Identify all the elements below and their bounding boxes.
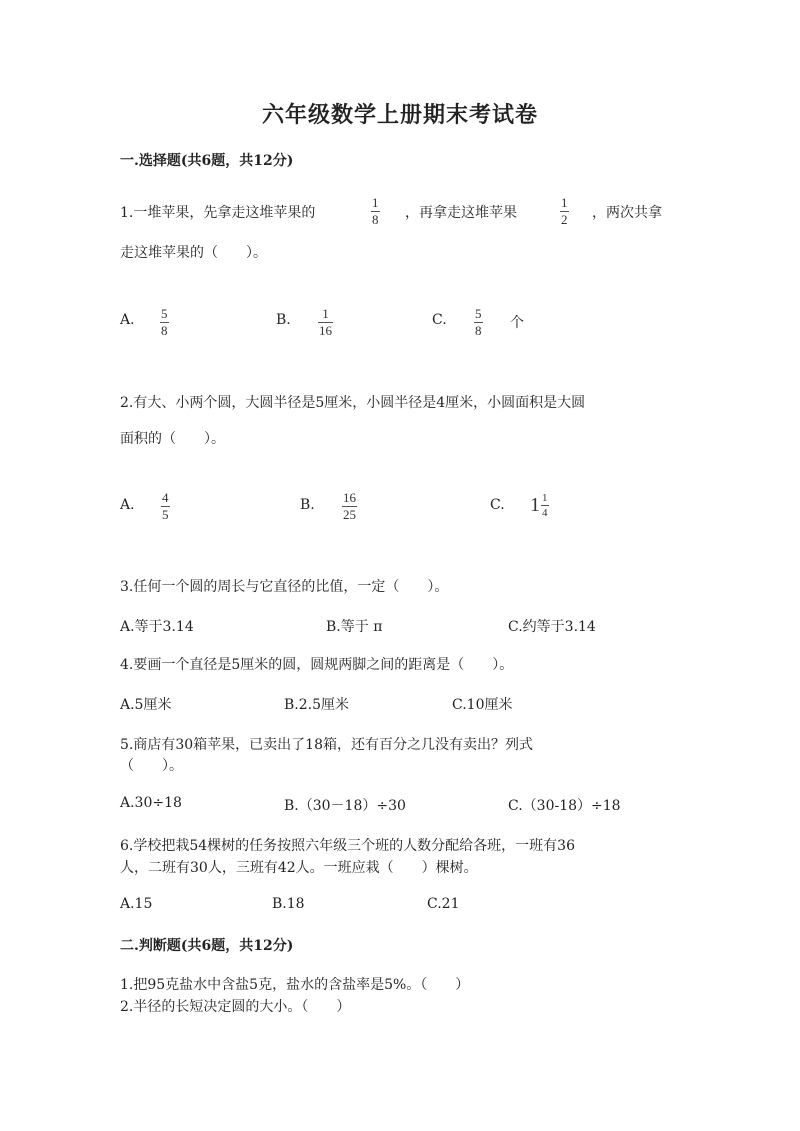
option-fraction: [161, 491, 170, 522]
option-label: A.: [120, 497, 135, 513]
fraction-denominator: 25: [343, 507, 356, 522]
q4-option-b[interactable]: B.2.5厘米: [284, 697, 350, 713]
q6-option-c[interactable]: C.21: [427, 896, 460, 912]
q2-text-line2: 面积的（ ）。: [120, 431, 225, 447]
q1-text-b: ，再拿走这堆苹果: [405, 205, 517, 221]
fraction-numerator: 1: [372, 195, 379, 210]
fraction-denominator: 16: [319, 323, 332, 338]
q6-option-a[interactable]: A.15: [120, 896, 153, 912]
q6-text-line1: 6.学校把栽54棵树的任务按照六年级三个班的人数分配给各班，一班有36: [120, 838, 575, 854]
option-fraction: [541, 492, 549, 519]
option-fraction: [342, 491, 357, 522]
q1-fraction-one-half: [560, 196, 569, 227]
q6-option-b[interactable]: B.18: [272, 896, 305, 912]
option-fraction: [160, 307, 169, 338]
q1-fraction-one-eighth: [371, 196, 380, 227]
q5-option-a[interactable]: A.30÷18: [120, 795, 182, 811]
q4-option-c[interactable]: C.10厘米: [452, 697, 513, 713]
option-fraction: [474, 307, 483, 338]
fraction-numerator: 16: [343, 490, 356, 505]
fraction-numerator: 1: [322, 306, 329, 321]
q5-text-line1: 5.商店有30箱苹果，已卖出了18箱，还有百分之几没有卖出？列式: [120, 737, 533, 753]
fraction-numerator: 1: [542, 492, 548, 504]
fraction-denominator: 5: [162, 507, 169, 522]
option-label: C.: [432, 312, 447, 328]
q3-option-a[interactable]: A.等于3.14: [120, 619, 194, 635]
section-1-heading: 一.选择题(共6题，共12分): [120, 153, 294, 169]
option-label: B.: [300, 497, 315, 513]
fraction-bar: [541, 505, 549, 506]
option-fraction: [318, 307, 333, 338]
fraction-numerator: 4: [162, 490, 169, 505]
option-label: C.: [490, 497, 505, 513]
option-label: A.: [120, 312, 135, 328]
mixed-whole: 1: [530, 494, 540, 516]
judge-question-2: 2.半径的长短决定圆的大小。（ ）: [120, 999, 351, 1015]
fraction-denominator: 8: [372, 212, 379, 227]
q5-option-b[interactable]: B.（30－18）÷30: [284, 798, 406, 814]
q3-text-line1: 3.任何一个圆的周长与它直径的比值，一定（ ）。: [120, 579, 449, 595]
fraction-denominator: 8: [475, 323, 482, 338]
q5-option-c[interactable]: C.（30-18）÷18: [508, 798, 621, 814]
q1-text-a: 1.一堆苹果，先拿走这堆苹果的: [120, 205, 316, 221]
q1-text-c: ，两次共拿: [592, 205, 662, 221]
page-title: 六年级数学上册期末考试卷: [261, 102, 538, 128]
fraction-denominator: 4: [542, 507, 548, 519]
q4-text-line1: 4.要画一个直径是5厘米的圆，圆规两脚之间的距离是（ ）。: [120, 657, 514, 673]
q2-text-line1: 2.有大、小两个圆，大圆半径是5厘米，小圆半径是4厘米，小圆面积是大圆: [120, 395, 586, 411]
fraction-denominator: 2: [561, 212, 568, 227]
q5-text-line2: （ ）。: [120, 758, 183, 774]
q1-text-line2: 走这堆苹果的（ ）。: [120, 245, 267, 261]
option-label: B.: [276, 312, 291, 328]
q3-option-b[interactable]: B.等于 π: [326, 619, 383, 635]
option-suffix: 个: [510, 315, 524, 331]
option-mixed-number: [530, 492, 549, 519]
section-2-heading: 二.判断题(共6题，共12分): [120, 938, 294, 954]
fraction-numerator: 1: [561, 195, 568, 210]
q3-option-c[interactable]: C.约等于3.14: [508, 619, 596, 635]
judge-question-1: 1.把95克盐水中含盐5克，盐水的含盐率是5%。（ ）: [120, 977, 470, 993]
fraction-numerator: 5: [475, 306, 482, 321]
q4-option-a[interactable]: A.5厘米: [120, 697, 172, 713]
q6-text-line2: 人，二班有30人，三班有42人。一班应栽（ ）棵树。: [120, 860, 478, 876]
fraction-denominator: 8: [161, 323, 168, 338]
fraction-numerator: 5: [161, 306, 168, 321]
